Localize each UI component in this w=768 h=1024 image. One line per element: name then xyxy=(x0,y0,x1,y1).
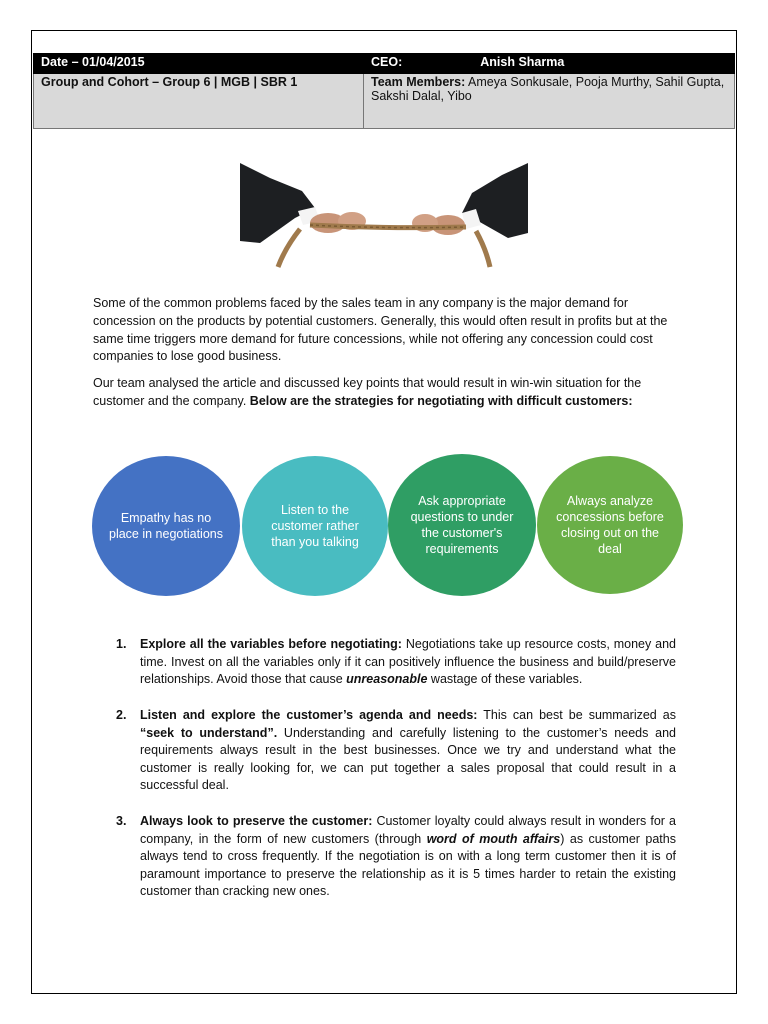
tug-of-war-illustration xyxy=(240,163,528,271)
intro-paragraph-2-bold: Below are the strategies for negotiating with difficult customers: xyxy=(249,393,633,408)
item-body-end: wastage of these variables. xyxy=(427,672,583,687)
item-body: This can best be summarized as xyxy=(477,708,676,722)
intro-paragraph-2 xyxy=(93,375,676,411)
group-cell xyxy=(34,74,364,129)
group-text: Group and Cohort – Group 6 | MGB | SBR 1 xyxy=(41,75,298,89)
item-emphasis: “seek to understand”. xyxy=(140,725,278,740)
tug-of-war-image xyxy=(240,163,528,271)
date-text: Date – 01/04/2015 xyxy=(41,55,145,69)
circle-text: Listen to the customer rather than you talking xyxy=(271,503,359,549)
circle-text: Ask appropriate questions to under the customer's requirements xyxy=(410,494,514,556)
item-text xyxy=(140,813,676,901)
item-body-end: Understanding and carefully listening to the customer’s needs and requirements always result in the best businesses. Once we try and understand what the customer is really looking for, we can put together a sales proposal that could result in a successful deal. xyxy=(140,725,676,793)
circle-text: Always analyze concessions before closing out on the deal xyxy=(556,494,664,556)
team-cell xyxy=(364,74,735,129)
circle-text: Empathy has no place in negotiations xyxy=(109,511,223,541)
strategy-circle-questions xyxy=(388,454,536,596)
ceo-label: CEO: xyxy=(371,55,403,69)
team-label: Team Members: xyxy=(371,75,466,89)
strategy-circle-concessions xyxy=(537,456,683,594)
ceo-name: Anish Sharma xyxy=(480,55,565,69)
header-row-top xyxy=(34,54,735,74)
item-emphasis: word of mouth affairs xyxy=(426,831,561,846)
intro-paragraph-1: Some of the common problems faced by the sales team in any company is the major demand for concession on the products by potential customers. Generally, this would often result in profits but at the same time triggers more demand for future concessions, while not offering any concession could cost companies to lose good business. xyxy=(93,296,668,364)
team-members: Ameya Sonkusale, Pooja Murthy, Sahil Gupta, Sakshi Dalal, Yibo xyxy=(371,75,725,103)
item-number: 2. xyxy=(116,708,127,722)
header-table xyxy=(33,53,735,129)
item-emphasis: unreasonable xyxy=(346,672,428,687)
item-text xyxy=(140,636,676,689)
item-body-end: ) as customer paths always tend to cross frequently. If the negotiation is on with a long term customer then it is of paramount importance to preserve the relationship as it is 5 times harder to retain the existing customer than cracking new ones. xyxy=(140,831,676,899)
item-number: 1. xyxy=(116,637,127,651)
intro-paragraph-2-text: Our team analysed the article and discussed key points that would result in win-win situation for the customer and the company. xyxy=(93,376,642,408)
ceo-cell xyxy=(364,54,735,74)
strategy-circle-listen xyxy=(242,456,388,596)
item-text xyxy=(140,707,676,795)
item-number: 3. xyxy=(116,814,127,828)
date-cell xyxy=(34,54,364,74)
item-title: Explore all the variables before negotiating: xyxy=(140,637,402,651)
item-body: Customer loyalty could always result in wonders for a company, in the form of new customers (through xyxy=(140,814,676,846)
item-body: Negotiations take up resource costs, money and time. Invest on all the variables only if it can positively influence the business and build/preserve relationships. Avoid those that cause xyxy=(140,637,676,687)
header-row-bottom xyxy=(34,74,735,129)
item-title: Listen and explore the customer’s agenda and needs: xyxy=(140,708,478,722)
item-title: Always look to preserve the customer: xyxy=(140,814,373,828)
strategy-circle-empathy xyxy=(92,456,240,596)
